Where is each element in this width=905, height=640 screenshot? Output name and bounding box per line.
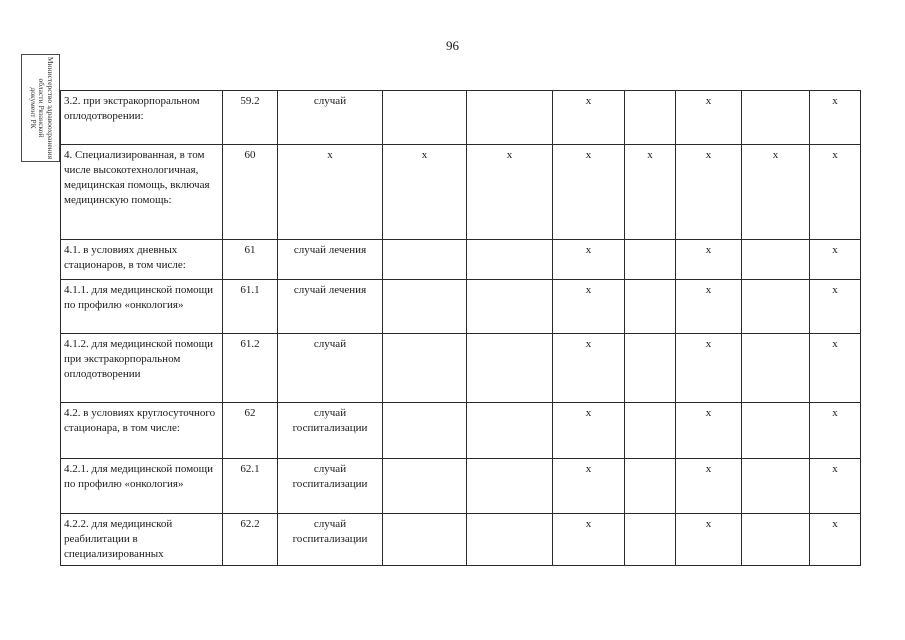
value-cell: х (676, 145, 742, 240)
row-name-cell: 4.2.1. для медицинской помощи по профилю «онкология» (61, 459, 223, 514)
table-row (61, 334, 861, 403)
value-cell: х (553, 334, 625, 403)
row-code-cell: 61.2 (223, 334, 278, 403)
value-cell (625, 280, 676, 334)
value-cell: х (810, 240, 861, 280)
value-cell (467, 334, 553, 403)
row-unit-cell: случай (278, 334, 383, 403)
value-cell (467, 459, 553, 514)
value-cell (467, 280, 553, 334)
row-name-cell: 4.2.2. для медицинской реабилитации в специализированных (61, 514, 223, 566)
value-cell (742, 240, 810, 280)
value-cell (742, 334, 810, 403)
row-unit-cell: случай госпитализации (278, 459, 383, 514)
value-cell: х (553, 91, 625, 145)
row-name-cell: 4. Специализированная, в том числе высокотехнологичная, медицинская помощь, включая медицинскую помощь: (61, 145, 223, 240)
value-cell: х (742, 145, 810, 240)
value-cell (383, 459, 467, 514)
row-code-cell: 61.1 (223, 280, 278, 334)
value-cell (742, 514, 810, 566)
value-cell: х (810, 280, 861, 334)
row-unit-cell: случай (278, 91, 383, 145)
value-cell (383, 240, 467, 280)
value-cell (742, 459, 810, 514)
value-cell: х (383, 145, 467, 240)
table-row (61, 514, 861, 566)
value-cell: х (553, 403, 625, 459)
value-cell: х (553, 145, 625, 240)
value-cell (467, 91, 553, 145)
value-cell: х (553, 459, 625, 514)
value-cell (383, 403, 467, 459)
value-cell (742, 403, 810, 459)
value-cell (742, 91, 810, 145)
value-cell: х (810, 145, 861, 240)
row-name-cell: 4.2. в условиях круглосуточного стационара, в том числе: (61, 403, 223, 459)
value-cell: х (676, 280, 742, 334)
value-cell (742, 280, 810, 334)
value-cell: х (676, 334, 742, 403)
row-name-cell: 3.2. при экстракорпоральном оплодотворении: (61, 91, 223, 145)
value-cell: х (810, 514, 861, 566)
value-cell: х (676, 514, 742, 566)
value-cell (625, 91, 676, 145)
table-row (61, 91, 861, 145)
row-code-cell: 62 (223, 403, 278, 459)
table-row (61, 145, 861, 240)
row-unit-cell: случай госпитализации (278, 514, 383, 566)
value-cell: х (553, 240, 625, 280)
value-cell (625, 514, 676, 566)
row-unit-cell: х (278, 145, 383, 240)
report-table (60, 90, 861, 566)
value-cell (625, 334, 676, 403)
stamp-text (28, 56, 54, 160)
table-row (61, 403, 861, 459)
value-cell: х (810, 91, 861, 145)
value-cell (467, 240, 553, 280)
value-cell (625, 403, 676, 459)
row-name-cell: 4.1.2. для медицинской помощи при экстракорпоральном оплодотворении (61, 334, 223, 403)
value-cell: х (676, 240, 742, 280)
row-unit-cell: случай госпитализации (278, 403, 383, 459)
value-cell: х (625, 145, 676, 240)
value-cell (383, 514, 467, 566)
value-cell (383, 280, 467, 334)
value-cell (383, 91, 467, 145)
row-code-cell: 60 (223, 145, 278, 240)
value-cell: х (810, 334, 861, 403)
document-stamp (21, 54, 60, 162)
row-code-cell: 59.2 (223, 91, 278, 145)
stamp-line: области Рязанской (36, 78, 46, 138)
value-cell: х (676, 403, 742, 459)
table-row (61, 280, 861, 334)
value-cell: х (553, 280, 625, 334)
row-unit-cell: случай лечения (278, 240, 383, 280)
value-cell (383, 334, 467, 403)
value-cell: х (676, 459, 742, 514)
value-cell: х (467, 145, 553, 240)
value-cell: х (553, 514, 625, 566)
row-code-cell: 62.2 (223, 514, 278, 566)
value-cell (625, 459, 676, 514)
table-row (61, 459, 861, 514)
row-name-cell: 4.1. в условиях дневных стационаров, в том числе: (61, 240, 223, 280)
value-cell: х (810, 459, 861, 514)
value-cell: х (810, 403, 861, 459)
value-cell: х (676, 91, 742, 145)
row-name-cell: 4.1.1. для медицинской помощи по профилю «онкология» (61, 280, 223, 334)
stamp-line: Министерство здравоохранения (45, 56, 55, 160)
value-cell (467, 403, 553, 459)
value-cell (467, 514, 553, 566)
stamp-line: документ РК (28, 87, 38, 129)
value-cell (625, 240, 676, 280)
page-number: 96 (446, 38, 459, 53)
row-code-cell: 62.1 (223, 459, 278, 514)
table-row (61, 240, 861, 280)
row-code-cell: 61 (223, 240, 278, 280)
row-unit-cell: случай лечения (278, 280, 383, 334)
